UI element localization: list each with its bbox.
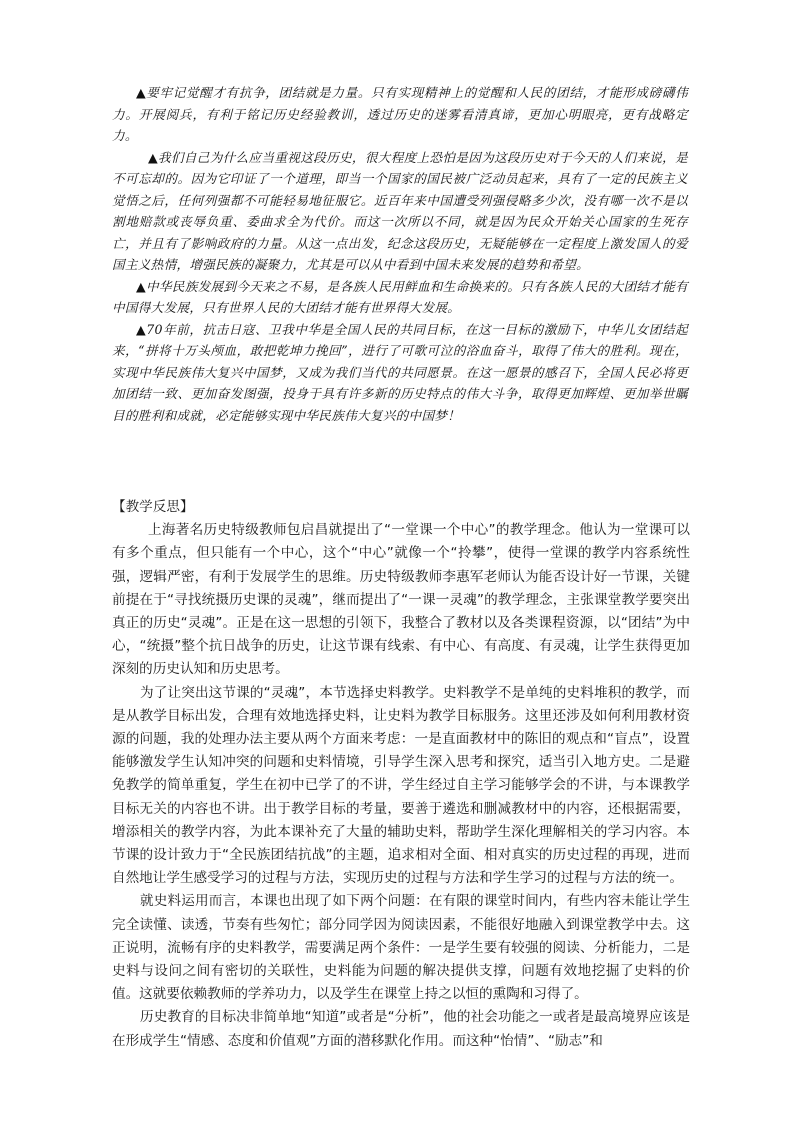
reflection-paragraph-3: 就史料运用而言，本课也出现了如下两个问题：在有限的课堂时间内，有些内容未能让学生完全读懂、读透，节奏有些匆忙；部分同学因为阅读因素，不能很好地融入到课堂教学中去。这正说明，流畅有序的史料教学，需要满足两个条件：一是学生要有较强的阅读、分析能力，二是史料与设问之间有密切的关联性，史料能为问题的解决提供支撑，问题有效地挖掘了史料的价值。这就要依赖教师的学养功力，以及学生在课堂上持之以恒的熏陶和习得了。 (112, 893, 690, 1003)
teaching-reflection-section (112, 496, 690, 1053)
quote-paragraph-2: ▲我们自己为什么应当重视这段历史，很大程度上恐怕是因为这段历史对于今天的人们来说，是不可忘却的。因为它印证了一个道理，即当一个国家的国民被广泛动员起来，具有了一定的民族主义觉悟之后，任何列强都不可能轻易地征服它。近百年来中国遭受列强侵略多少次，没有哪一次不是以割地赔款或丧辱负重、委曲求全为代价。而这一次所以不同，就是因为民众开始关心国家的生死存亡，并且有了影响政府的力量。从这一点出发，纪念这段历史，无疑能够在一定程度上激发国人的爱国主义热情，增强民族的凝聚力，尤其是可以从中看到中国未来发展的趋势和希望。 (112, 149, 688, 272)
quote-paragraph-3: ▲中华民族发展到今天来之不易，是各族人民用鲜血和生命换来的。只有各族人民的大团结才能有中国得大发展，只有世界人民的大团结才能有世界得大发展。 (112, 278, 688, 315)
section-heading: 【教学反思】 (112, 499, 194, 515)
reflection-paragraph-4: 历史教育的目标决非简单地“知道”或者是“分析”，他的社会功能之一或者是最高境界应该是在形成学生“情感、态度和价值观”方面的潜移默化作用。而这种“怡情”、“励志”和 (112, 1009, 690, 1049)
quote-paragraph-1: ▲要牢记觉醒才有抗争，团结就是力量。只有实现精神上的觉醒和人民的团结，才能形成磅礴伟力。开展阅兵，有利于铭记历史经验教训，透过历史的迷雾看清真谛，更加心明眼亮，更有战略定力。 (112, 85, 688, 143)
quote-section (112, 82, 688, 426)
quote-paragraph-4: ▲70年前，抗击日寇、卫我中华是全国人民的共同目标，在这一目标的激励下，中华儿女团结起来，“拼将十万头颅血，敢把乾坤力挽回”，进行了可歌可泣的浴血奋斗，取得了伟大的胜利。现在，实现中华民族伟大复兴中国梦，又成为我们当代的共同愿景。在这一愿景的感召下，全国人民必将更加团结一致、更加奋发图强，投身于具有许多新的历史特点的伟大斗争，取得更加辉煌、更加举世瞩目的胜利和成就，必定能够实现中华民族伟大复兴的中国梦！ (112, 321, 688, 423)
reflection-paragraph-1: 上海著名历史特级教师包启昌就提出了“一堂课一个中心”的教学理念。他认为一堂课可以有多个重点，但只能有一个中心，这个“中心”就像一个“拎攀”，使得一堂课的教学内容系统性强，逻辑严密，有利于发展学生的思维。历史特级教师李惠军老师认为能否设计好一节课，关键前提在于“寻找统摄历史课的灵魂”，继而提出了“一课一灵魂”的教学理念，主张课堂教学要突出真正的历史“灵魂”。正是在这一思想的引领下，我整合了教材以及各类课程资源，以“团结”为中心，“统摄”整个抗日战争的历史，让这节课有线索、有中心、有高度、有灵魂，让学生获得更加深刻的历史认知和历史思考。 (112, 522, 690, 678)
reflection-paragraph-2: 为了让突出这节课的“灵魂”，本节选择史料教学。史料教学不是单纯的史料堆积的教学，而是从教学目标出发，合理有效地选择史料，让史料为教学目标服务。这里还涉及如何利用教材资源的问题，我的处理办法主要从两个方面来考虑：一是直面教材中的陈旧的观点和“盲点”，设置能够激发学生认知冲突的问题和史料情境，引导学生深入思考和探究，适当引入地方史。二是避免教学的简单重复，学生在初中已学了的不讲，学生经过自主学习能够学会的不讲，与本课教学目标无关的内容也不讲。出于教学目标的考量，要善于遴选和删减教材中的内容，还根据需要，增添相关的教学内容，为此本课补充了大量的辅助史料，帮助学生深化理解相关的学习内容。本节课的设计致力于“全民族团结抗战”的主题，追求相对全面、相对真实的历史过程的再现，进而自然地让学生感受学习的过程与方法，实现历史的过程与方法和学生学习的过程与方法的统一。 (112, 684, 690, 887)
